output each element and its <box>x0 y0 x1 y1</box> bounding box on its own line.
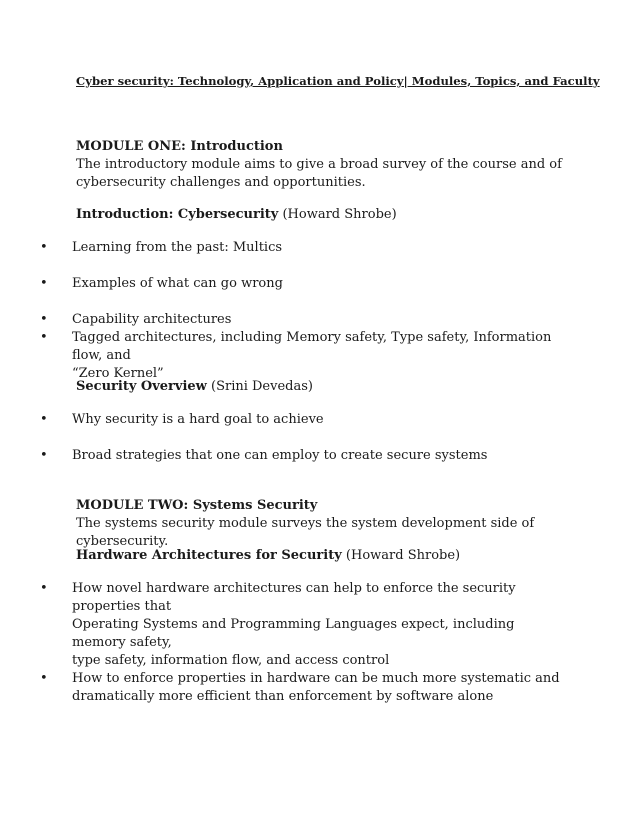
list-item-text: Why security is a hard goal to achieve <box>72 412 324 427</box>
module-two-description: The systems security module surveys the system development side of cybersecurity. <box>76 516 535 549</box>
list-item-text: Learning from the past: Multics <box>72 240 283 255</box>
bullet-icon: • <box>40 581 48 596</box>
intro-bullet-list <box>40 239 560 257</box>
section-intro-heading <box>76 206 397 224</box>
security-bullet-list <box>40 411 560 429</box>
list-item <box>40 411 560 429</box>
list-item-text: “Zero Kernel” <box>72 366 164 381</box>
section-hardware-heading <box>76 547 460 565</box>
bullet-icon: • <box>40 276 48 291</box>
bullet-icon: • <box>40 671 48 686</box>
list-item-text: Examples of what can go wrong <box>72 276 283 291</box>
list-item <box>40 447 560 465</box>
list-item <box>40 580 560 670</box>
module-two-block <box>76 497 596 551</box>
list-item-text: dramatically more efficient than enforcement by software alone <box>72 689 494 704</box>
bullet-icon: • <box>40 330 48 345</box>
section-security-faculty: (Srini Devedas) <box>211 379 313 394</box>
module-one-heading: MODULE ONE: Introduction <box>76 139 283 154</box>
list-item <box>40 311 560 329</box>
intro-bullet-list <box>40 311 560 383</box>
list-item-text: How to enforce properties in hardware can be much more systematic and <box>72 671 560 686</box>
section-intro-faculty: (Howard Shrobe) <box>282 207 397 222</box>
list-item-text: Tagged architectures, including Memory safety, Type safety, Information flow, and <box>72 330 552 363</box>
list-item <box>40 275 560 293</box>
section-hardware-title: Hardware Architectures for Security <box>76 548 342 563</box>
module-one-description-line: cybersecurity challenges and opportunities. <box>76 175 366 190</box>
bullet-icon: • <box>40 448 48 463</box>
list-item <box>40 670 560 706</box>
module-one-block <box>76 138 576 192</box>
list-item-text: Capability architectures <box>72 312 232 327</box>
section-security-title: Security Overview <box>76 379 207 394</box>
intro-bullet-list <box>40 275 560 293</box>
bullet-icon: • <box>40 412 48 427</box>
list-item <box>40 329 560 383</box>
section-security-heading <box>76 378 313 396</box>
security-bullet-list <box>40 447 560 465</box>
module-one-description <box>76 156 576 192</box>
list-item-text: Broad strategies that one can employ to create secure systems <box>72 448 488 463</box>
bullet-icon: • <box>40 312 48 327</box>
list-item-text: type safety, information flow, and access control <box>72 653 390 668</box>
module-two-heading: MODULE TWO: Systems Security <box>76 498 318 513</box>
hardware-bullet-list <box>40 580 560 706</box>
module-one-description-line: The introductory module aims to give a broad survey of the course and of <box>76 157 562 172</box>
list-item-text: Operating Systems and Programming Languages expect, including memory safety, <box>72 617 515 650</box>
list-item <box>40 239 560 257</box>
list-item-text: How novel hardware architectures can help to enforce the security properties that <box>72 581 516 614</box>
document-title: Cyber security: Technology, Application and Policy| Modules, Topics, and Faculty <box>76 74 600 88</box>
bullet-icon: • <box>40 240 48 255</box>
section-hardware-faculty: (Howard Shrobe) <box>345 548 461 563</box>
section-intro-title: Introduction: Cybersecurity <box>76 207 279 222</box>
